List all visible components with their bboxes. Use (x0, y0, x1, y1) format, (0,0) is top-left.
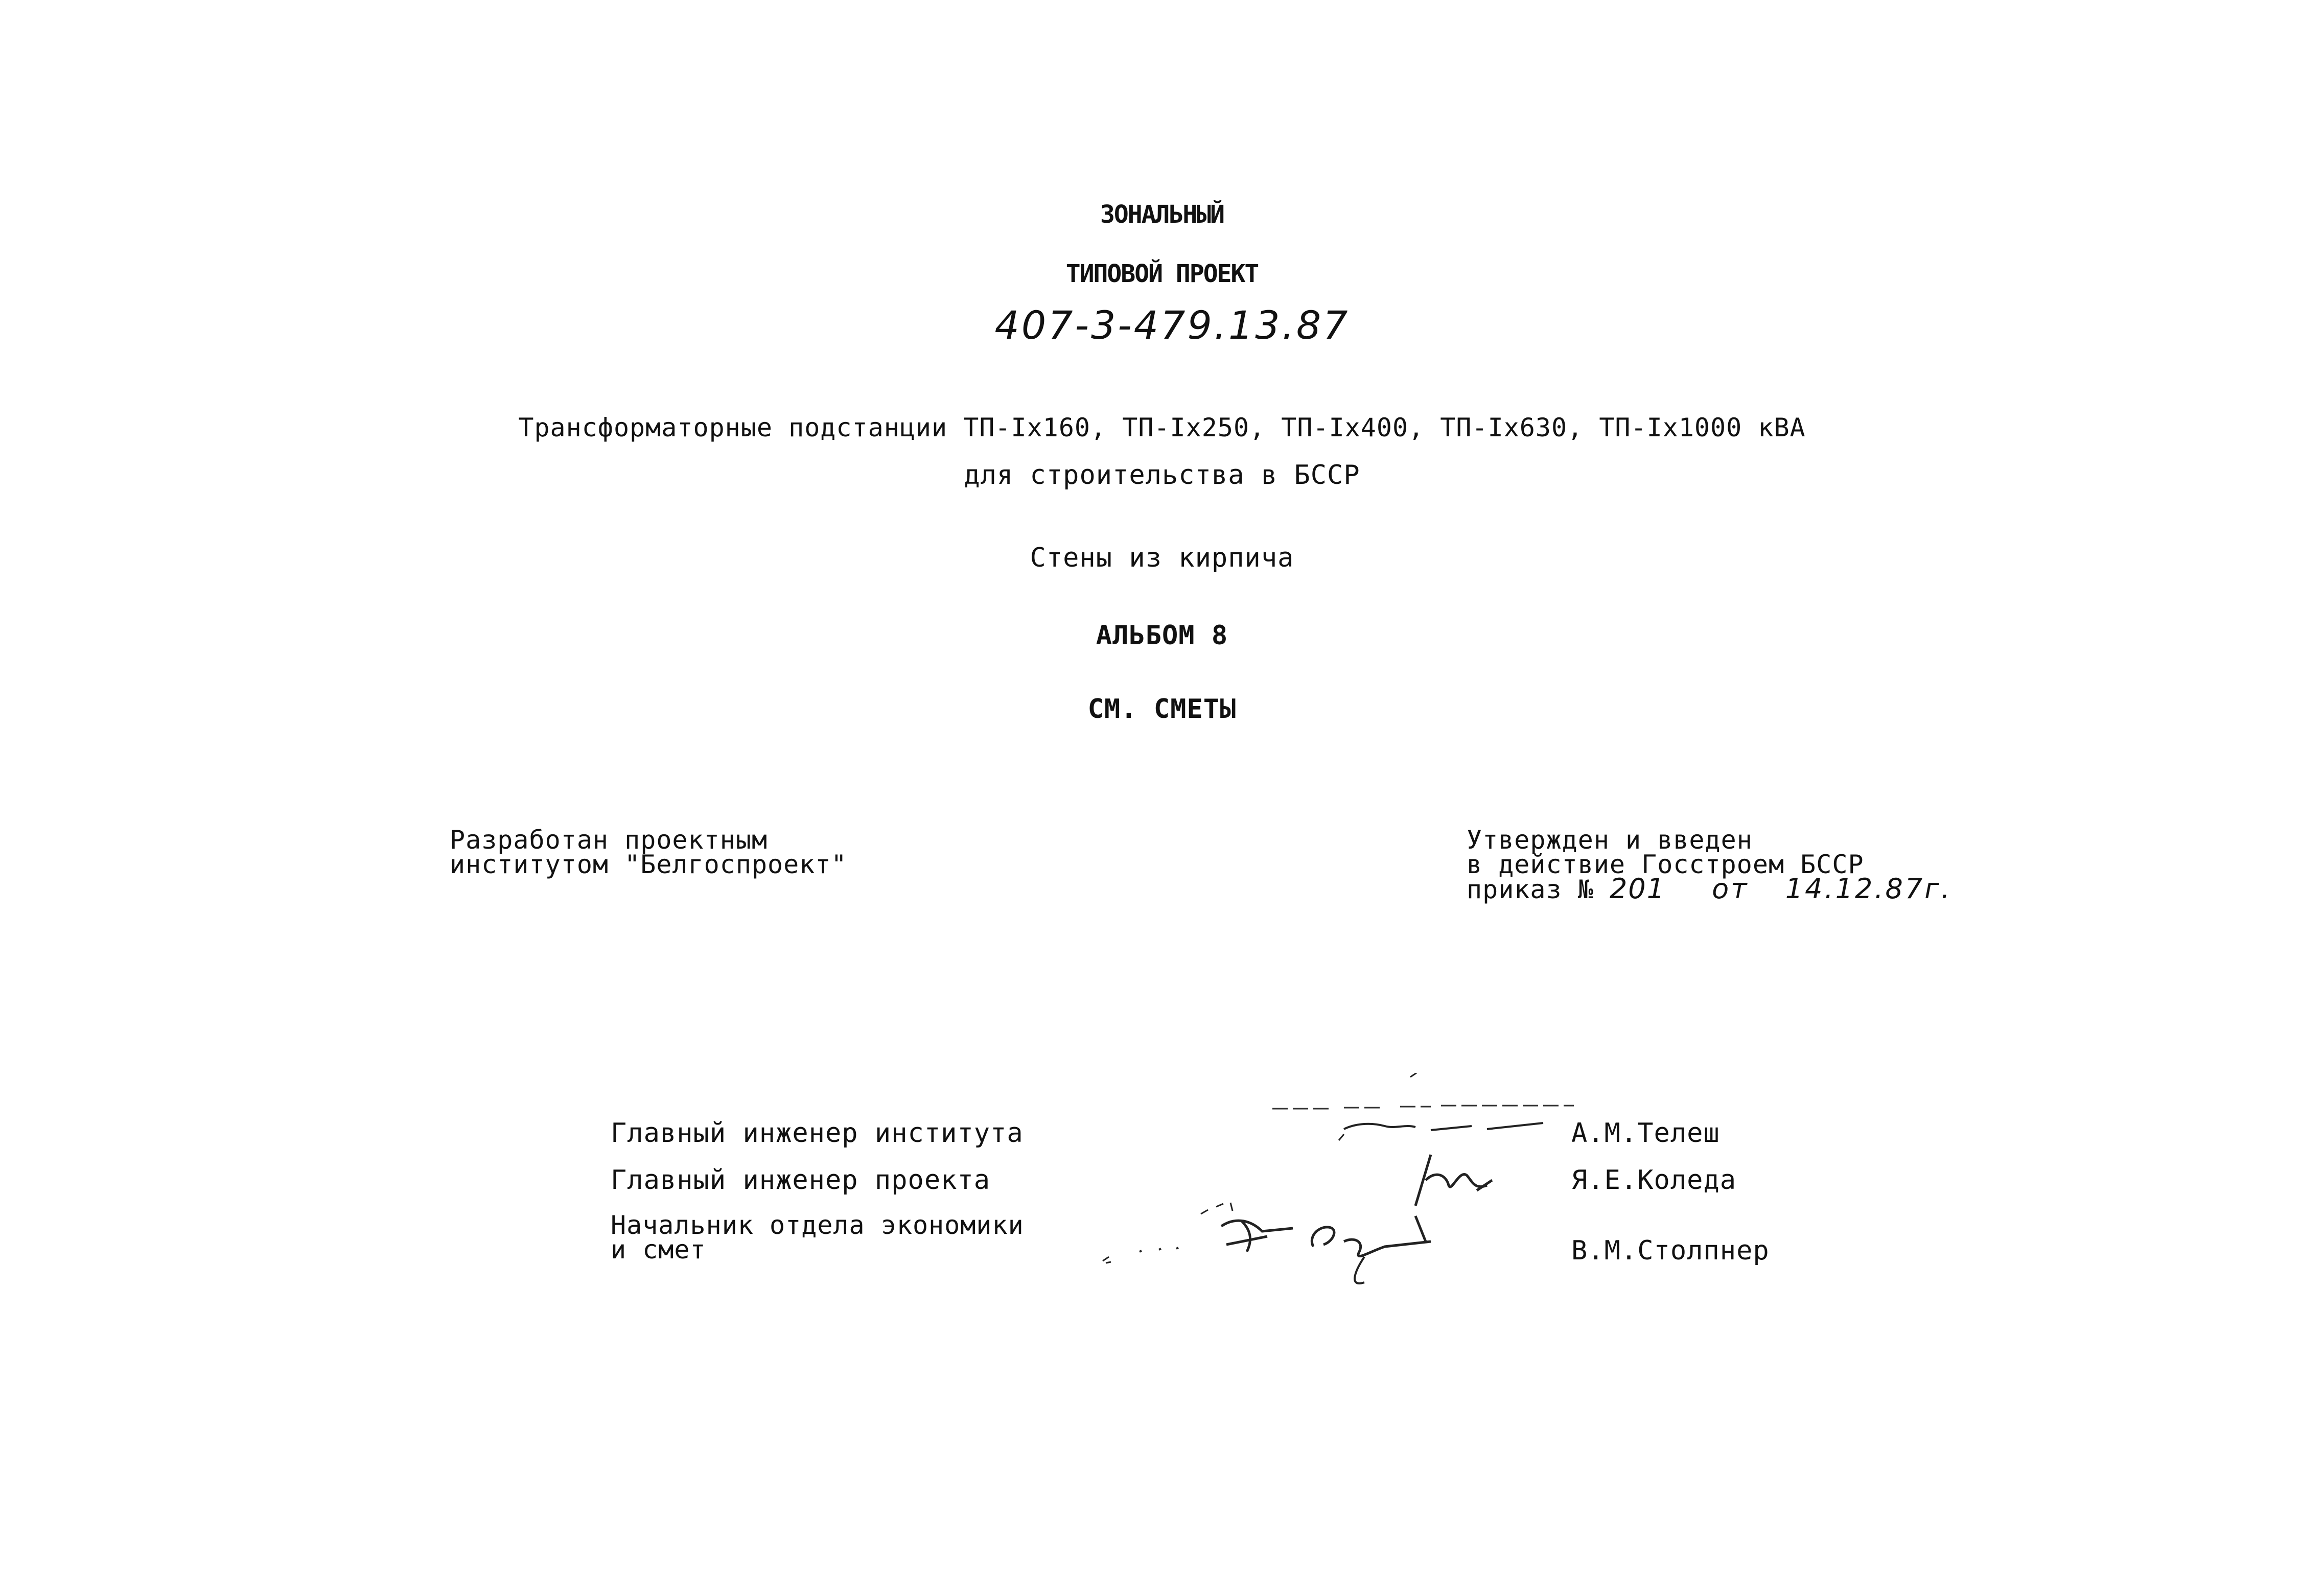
section-estimates: СМ. СМЕТЫ (1087, 694, 1237, 724)
developer-line2: институтом "Белгоспроект" (450, 850, 847, 879)
approval-line2: в действие Госстроем БССР (1467, 850, 1864, 879)
header-typical-project: ТИПОВОЙ ПРОЕКТ (1065, 260, 1259, 288)
approval-block (1467, 825, 1952, 905)
developer-block (450, 825, 847, 879)
approval-line1: Утвержден и введен (1467, 825, 1753, 855)
order-prefix: приказ № (1467, 875, 1594, 904)
developer-line1: Разработан проектным (450, 825, 768, 855)
header-zonal: ЗОНАЛЬНЫЙ (1100, 200, 1224, 229)
signature-telesh (1267, 1073, 1584, 1150)
order-number: 201 (1609, 873, 1666, 905)
signatory-position: Главный инженер института (611, 1118, 1024, 1149)
order-date: 14.12.87г. (1785, 873, 1952, 905)
signatory-position-line2: и смет (611, 1235, 706, 1264)
title-substations: Трансформаторные подстанции ТП-Iх160, ТП-Iх250, ТП-Iх400, ТП-Iх630, ТП-Iх1000 кВА (518, 413, 1806, 442)
signatory-name: В.М.Столпнер (1571, 1235, 1770, 1266)
order-from: от (1712, 873, 1749, 905)
approval-order-line (1467, 873, 1952, 905)
signatory-position (611, 1210, 1024, 1264)
album-number: АЛЬБОМ 8 (1096, 620, 1228, 651)
signatory-position: Главный инженер проекта (611, 1165, 991, 1196)
signatory-name: А.М.Телеш (1571, 1118, 1720, 1149)
title-walls: Стены из кирпича (1030, 543, 1294, 573)
signature-stolpner (1099, 1196, 1497, 1298)
signatory-position-line1: Начальник отдела экономики (611, 1210, 1024, 1240)
signatory-name: Я.Е.Коледа (1571, 1165, 1737, 1196)
project-number: 407-3-479.13.87 (994, 302, 1350, 348)
title-for-bssr: для строительства в БССР (964, 460, 1360, 490)
